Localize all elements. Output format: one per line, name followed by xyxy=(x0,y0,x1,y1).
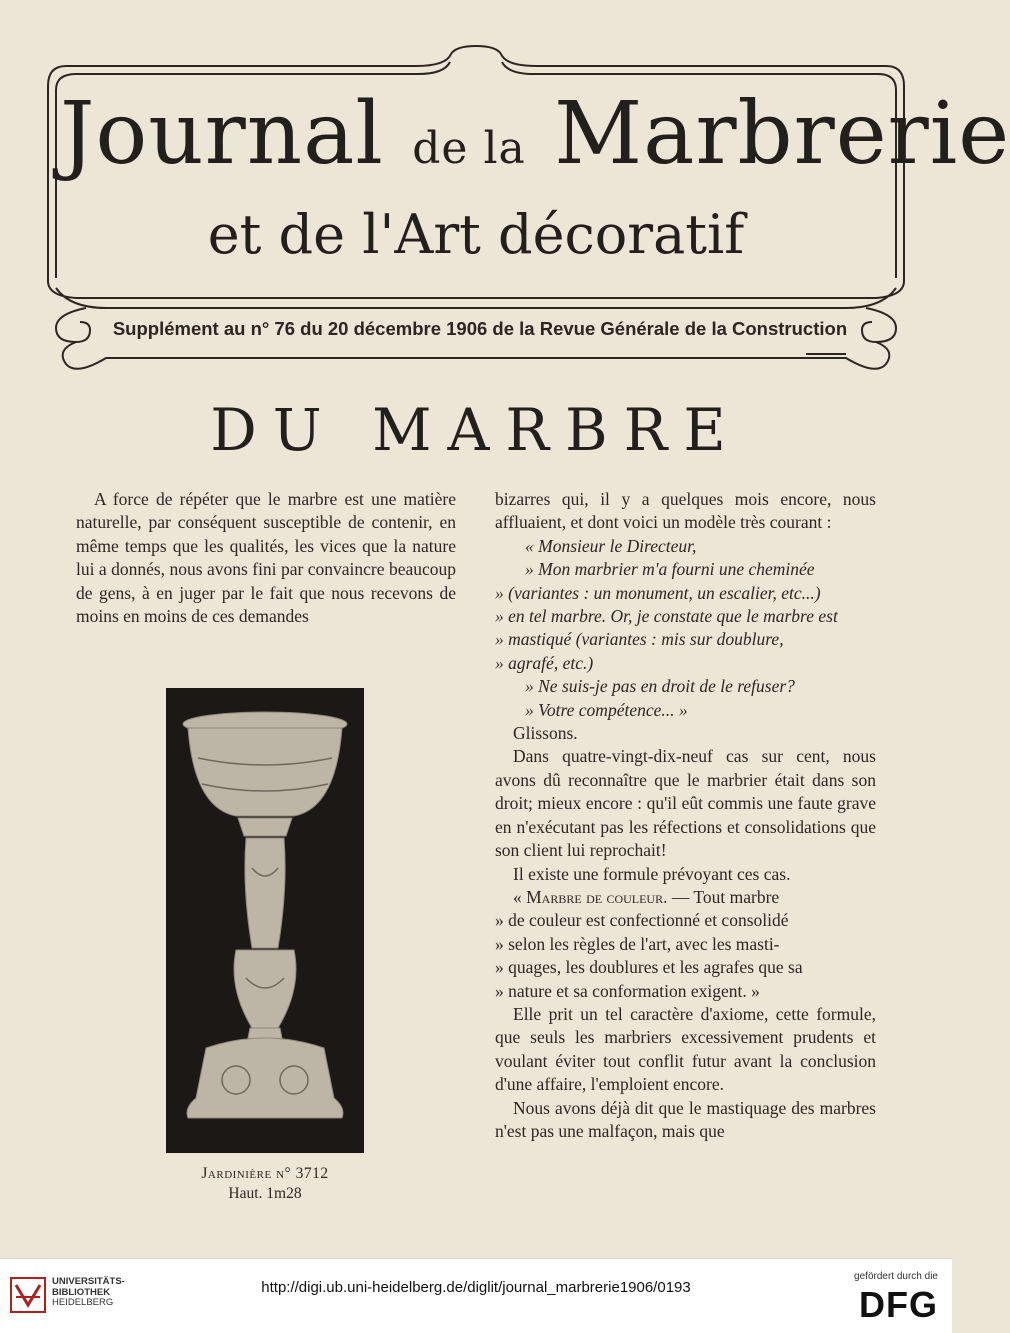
right-column xyxy=(495,488,876,1143)
formula-first-line xyxy=(495,886,876,909)
library-line2: BIBLIOTHEK xyxy=(52,1286,111,1298)
letter-line-3: » (variantes : un monument, un escalier, etc...) xyxy=(495,582,821,603)
journal-title xyxy=(60,84,1010,199)
supplement-line: Supplément au n° 76 du 20 décembre 1906 de la Revue Générale de la Construction xyxy=(112,318,848,339)
dfg-logo: DFG xyxy=(859,1284,938,1325)
funder-label: gefördert durch die xyxy=(854,1271,938,1282)
figure-caption xyxy=(150,1164,380,1204)
paragraph-5: Nous avons déjà dit que le mastiquage des marbres n'est pas une malfaçon, mais que xyxy=(495,1097,876,1141)
caption-line2: Haut. 1m28 xyxy=(228,1185,302,1202)
formula-line-2: » selon les règles de l'art, avec les masti- xyxy=(495,933,780,954)
letter-line-1: « Monsieur le Directeur, xyxy=(525,535,697,556)
paragraph-3: Il existe une formule prévoyant ces cas. xyxy=(513,863,791,884)
letter-line-6: » agrafé, etc.) xyxy=(495,652,594,673)
journal-title-part1: Journal xyxy=(60,84,384,184)
right-intro: bizarres qui, il y a quelques mois encore, nous affluaient, et dont voici un modèle très courant : xyxy=(495,489,876,533)
journal-subtitle: et de l'Art décoratif xyxy=(207,203,745,266)
footer-bar xyxy=(0,1258,952,1333)
paragraph-2: Dans quatre-vingt-dix-neuf cas sur cent, nous avons dû reconnaître que le marbrier était dans son droit; mieux encore : qu'il eût commis une faute grave en n'exécutant pas les réfections et consolidations que son client lui reprochait! xyxy=(495,746,876,861)
library-line1: UNIVERSITÄTS- xyxy=(52,1276,125,1287)
caption-line1: Jardinière n° 3712 xyxy=(201,1165,329,1182)
library-line3: HEIDELBERG xyxy=(52,1297,114,1308)
formula-line-1: » de couleur est confectionné et consolidé xyxy=(495,910,789,931)
letter-line-8: » Votre compétence... » xyxy=(525,699,688,720)
letter-line-4: » en tel marbre. Or, je constate que le marbre est xyxy=(495,606,838,627)
letter-line-2: » Mon marbrier m'a fourni une cheminée xyxy=(525,559,815,580)
formula-line-4: » nature et sa conformation exigent. » xyxy=(495,980,760,1001)
glissons: Glissons. xyxy=(513,723,578,744)
left-paragraph: A force de répéter que le marbre est une matière naturelle, par conséquent susceptible de contenir, en même temps que les qualités, les vices que la nature lui a donnés, nous avons fini par convaincre beaucoup de gens, à en juger par le fait que nous recevons de moins en moins de ces demandes xyxy=(76,489,456,627)
formula-first: — Tout marbre xyxy=(667,886,780,907)
letter-line-5: » mastiqué (variantes : mis sur doublure, xyxy=(495,629,784,650)
journal-title-part2: de la xyxy=(412,123,526,174)
paragraph-4: Elle prit un tel caractère d'axiome, cette formule, que seuls les marbriers excessivement prudents et voulant éviter tout conflit futur avant la conclusion d'une affaire, l'emploient encore. xyxy=(495,1003,876,1095)
journal-title-part3: Marbrerie xyxy=(554,84,1010,184)
formula-head: « Marbre de couleur. xyxy=(513,886,668,907)
letter-line-7: » Ne suis-je pas en droit de le refuser? xyxy=(525,676,795,697)
jardiniere-photo xyxy=(166,688,364,1153)
formula-line-3: » quages, les doublures et les agrafes que sa xyxy=(495,957,803,978)
left-column xyxy=(76,488,456,628)
source-url-link[interactable]: http://digi.ub.uni-heidelberg.de/diglit/journal_marbrerie1906/0193 xyxy=(261,1279,691,1296)
article-title: DU MARBRE xyxy=(210,396,742,464)
